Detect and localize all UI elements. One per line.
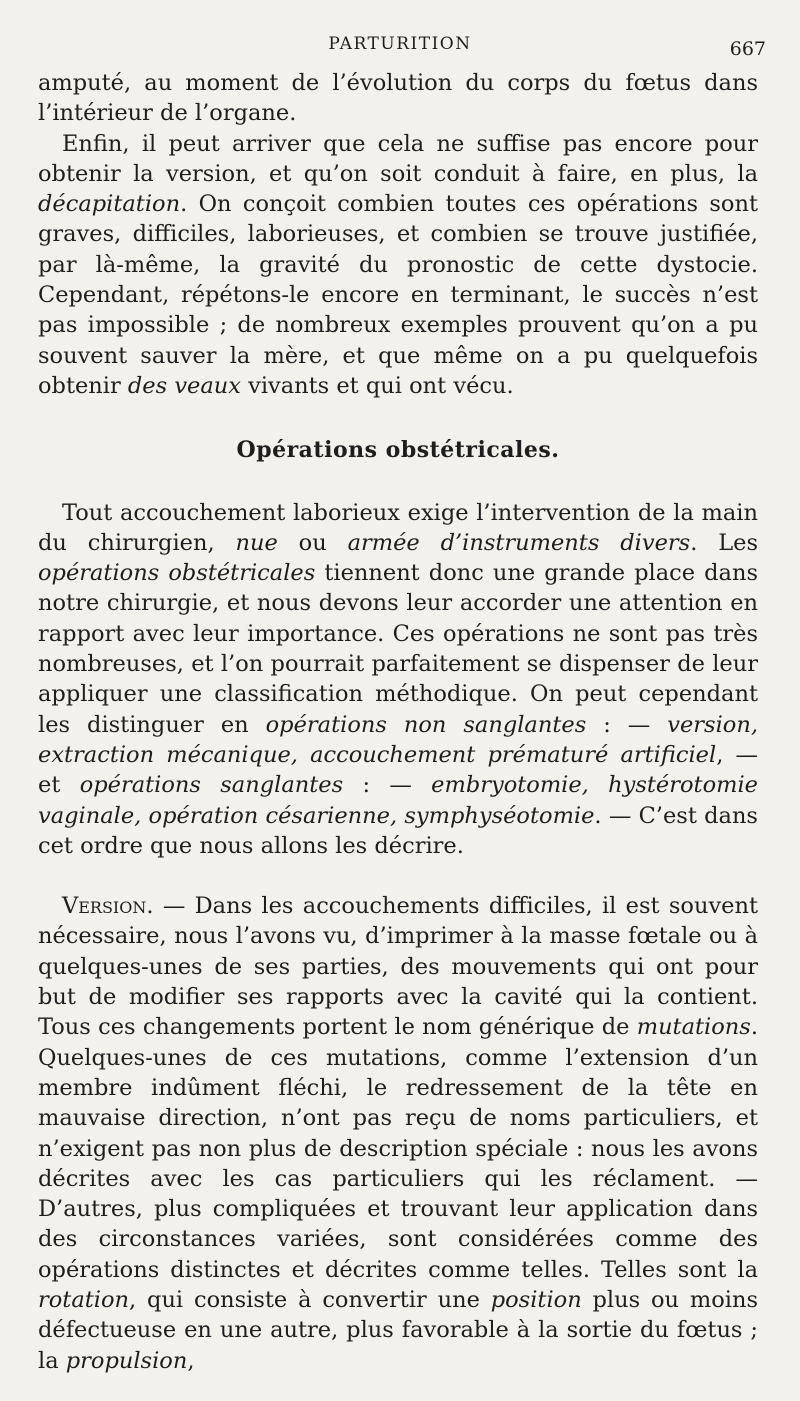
section-heading: Opérations obstétricales. — [236, 437, 560, 464]
page-header — [0, 30, 800, 60]
body-text — [38, 68, 758, 1376]
paragraph-version: Version. — Dans les accouchements difficiles, il est souvent nécessaire, nous l’avons vu, d’imprimer à la masse fœtale ou à quelques-unes de ses parties, des mouvements qui ont pour but de modifier ses rapports avec la cavité qui la contient. Tous ces changements portent le nom générique de mutations. Quelques-unes de ces mutations, comme l’extension d’un membre indûment fléchi, le redressement de la tête en mauvaise direction, n’ont pas reçu de noms particuliers, et n’exigent pas non plus de description spéciale : nous les avons décrites avec les cas particuliers qui les réclament. — D’autres, plus compliquées et trouvant leur application dans des circonstances variées, sont considérées comme des opérations distinctes et décrites comme telles. Telles sont la rotation, qui consiste à convertir une position plus ou moins défectueuse en une autre, plus favorable à la sortie du fœtus ; la propulsion, — [38, 893, 758, 1374]
paragraph-enfin: Enfin, il peut arriver que cela ne suffise pas encore pour obtenir la version, et qu’on soit conduit à faire, en plus, la décapitation. On conçoit combien toutes ces opérations sont graves, difficiles, laborieuses, et combien se trouve justifiée, par là-même, la gravité du pronostic de cette dystocie. Cependant, répétons-le encore en terminant, le succès n’est pas impossible ; de nombreux exemples prouvent qu’on a pu souvent sauver la mère, et que même on a pu quelquefois obtenir des veaux vivants et qui ont vécu. — [38, 130, 758, 399]
paragraph-continued: amputé, au moment de l’évolution du corps du fœtus dans l’intérieur de l’organe. — [38, 70, 758, 127]
version-lead-in: Version — [62, 893, 147, 920]
page-number: 667 — [729, 38, 766, 60]
paragraph-operations: Tout accouchement laborieux exige l’intervention de la main du chirurgien, nue ou armée d’instruments divers. Les opérations obstétricales tiennent donc une grande place dans notre chirurgie, et nous devons leur accorder une attention en rapport avec leur importance. Ces opérations ne sont pas très nombreuses, et l’on pourrait parfaitement se dispenser de leur appliquer une classification méthodique. On peut cependant les distinguer en opérations non sanglantes : — version, extraction mécanique, accouchement prématuré artificiel, — et opérations sanglantes : — embryotomie, hystérotomie vaginale, opération césarienne, symphyséotomie. — C’est dans cet ordre que nous allons les décrire. — [38, 499, 759, 859]
running-title: PARTURITION — [328, 34, 472, 54]
